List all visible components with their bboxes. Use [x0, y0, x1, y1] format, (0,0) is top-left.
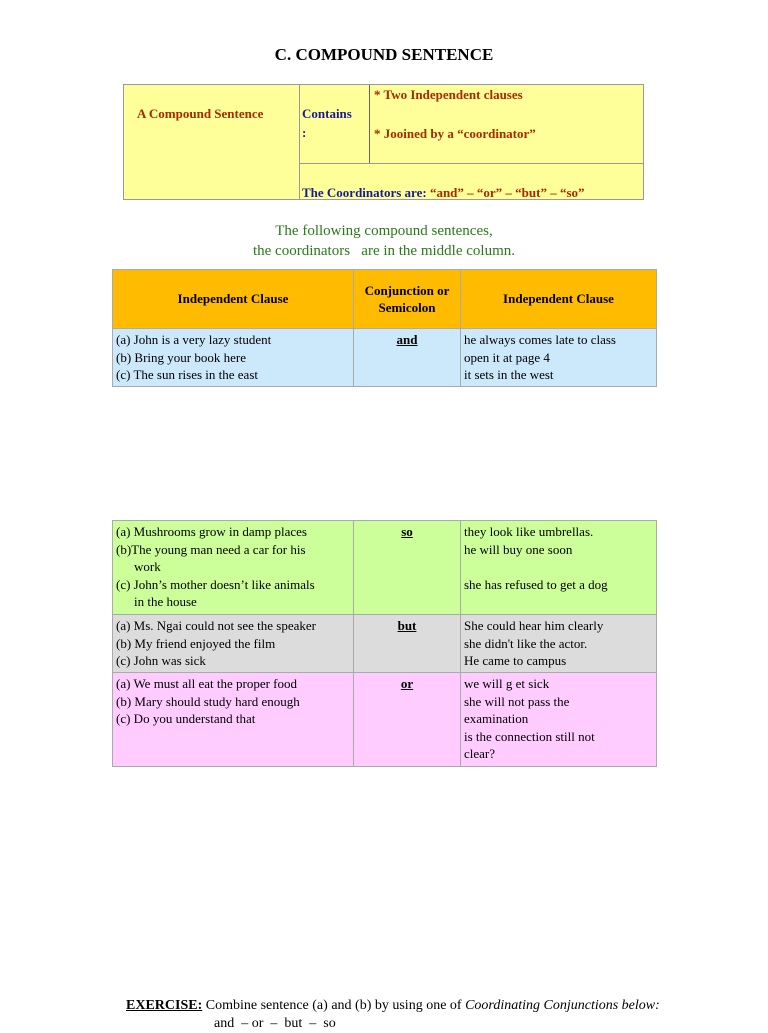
exercise-conjunctions: and – or – but – so	[214, 1016, 336, 1031]
table-row	[113, 615, 657, 673]
right-clause: we will g et sick	[464, 676, 550, 691]
right-clause: open it at page 4	[464, 349, 550, 365]
table-row	[113, 521, 657, 615]
left-clause: in the house	[134, 594, 197, 609]
right-clause: she has refused to get a dog	[464, 576, 608, 592]
point-2: * Jooined by a “coordinator”	[374, 126, 536, 141]
exercise	[126, 997, 660, 1033]
right-clause: She could hear him clearly	[464, 618, 604, 633]
left-clause: (b) My friend enjoyed the film	[116, 635, 276, 651]
conjunction: and	[354, 329, 461, 387]
exercise-label: EXERCISE:	[126, 998, 203, 1013]
coordinators-label: The Coordinators are:	[302, 185, 427, 200]
left-clause: (c) John’s mother doesn’t like animals	[116, 576, 315, 592]
header-conjunction: Conjunction or Semicolon	[354, 270, 461, 329]
right-clause: he always comes late to class	[464, 332, 616, 347]
point-1: * Two Independent clauses	[374, 87, 523, 102]
left-clause: (a) We must all eat the proper food	[116, 676, 298, 691]
coordinators-values: “and” – “or” – “but” – “so”	[429, 185, 585, 200]
right-clause: she didn't like the actor.	[464, 635, 588, 651]
table-row	[113, 673, 657, 767]
examples-table-1	[112, 269, 657, 387]
header-independent-2: Independent Clause	[461, 270, 657, 329]
left-clause: (b) Bring your book here	[116, 349, 246, 365]
left-clause: (a) Mushrooms grow in damp places	[116, 524, 307, 539]
left-clause: (b)The young man need a car for his	[116, 541, 306, 557]
conjunction: but	[354, 615, 461, 673]
left-clause: (a) Ms. Ngai could not see the speaker	[116, 618, 316, 633]
exercise-italic: Coordinating Conjunctions below:	[465, 998, 660, 1013]
left-clause: (c) John was sick	[116, 653, 206, 668]
right-clause: examination	[464, 711, 529, 726]
left-clause: (a) John is a very lazy student	[116, 332, 272, 347]
page-title: C. COMPOUND SENTENCE	[274, 45, 494, 64]
exercise-text: Combine sentence (a) and (b) by using one of	[202, 998, 466, 1013]
table-header-row	[113, 270, 657, 329]
definition-term: A Compound Sentence	[137, 106, 264, 121]
right-clause: clear?	[464, 746, 496, 761]
conjunction: so	[354, 521, 461, 615]
conjunction: or	[354, 673, 461, 767]
table-row	[113, 329, 657, 387]
right-clause: He came to campus	[464, 653, 567, 668]
right-clause: it sets in the west	[464, 367, 554, 382]
left-clause: work	[134, 559, 161, 574]
examples-table-2	[112, 520, 657, 767]
definition-box	[123, 84, 644, 200]
right-clause: he will buy one soon	[464, 541, 573, 557]
left-clause: (c) Do you understand that	[116, 711, 256, 726]
contains-colon: :	[302, 125, 307, 140]
right-clause: is the connection still not	[464, 728, 595, 744]
right-clause: she will not pass the	[464, 693, 570, 709]
left-clause: (c) The sun rises in the east	[116, 367, 258, 382]
contains-label: Contains	[302, 106, 352, 121]
header-independent-1: Independent Clause	[113, 270, 354, 329]
right-clause: they look like umbrellas.	[464, 524, 594, 539]
intro-line-1: The following compound sentences,	[275, 223, 493, 239]
left-clause: (b) Mary should study hard enough	[116, 693, 300, 709]
intro-text	[0, 221, 768, 261]
intro-line-2: the coordinators are in the middle column.	[252, 243, 515, 259]
